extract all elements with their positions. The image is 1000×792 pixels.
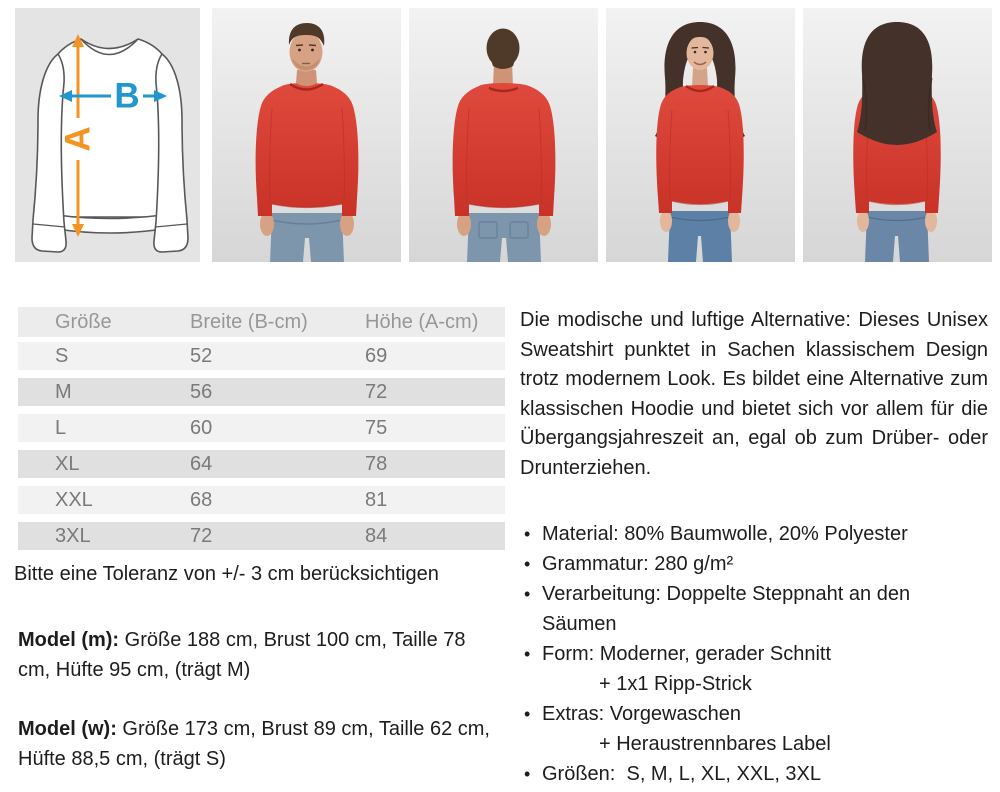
width-cell: 68 (190, 488, 213, 511)
size-diagram (15, 8, 200, 262)
col-header-width: Breite (B-cm) (190, 310, 308, 333)
photo-female-front (606, 8, 795, 262)
table-row (18, 378, 505, 406)
photo-female-back (803, 8, 992, 262)
size-cell: S (55, 344, 69, 367)
model-female-measurements (18, 714, 498, 774)
table-row (18, 342, 505, 370)
width-cell: 64 (190, 452, 213, 475)
size-cell: 3XL (55, 524, 91, 547)
photo-male-back (409, 8, 598, 262)
width-cell: 60 (190, 416, 213, 439)
model-male-measurements (18, 625, 498, 685)
size-cell: XL (55, 452, 80, 475)
size-info-column (14, 307, 505, 792)
size-table (18, 307, 505, 550)
feature-extras (524, 699, 988, 759)
diagram-label-b: B (114, 76, 140, 116)
bullet-dot: • (524, 764, 531, 784)
size-cell: XXL (55, 488, 93, 511)
table-row (18, 486, 505, 514)
height-cell: 72 (365, 380, 388, 403)
product-description: Die modische und luftige Alternative: Dieses Unisex Sweatshirt punktet in Sachen klassischem Design trotz modernem Look. Es bildet eine Alternative zum klassischen Hoodie und bietet sich vor allem für die Übergangsjahreszeit an, egal ob zum Drüber- oder Drunterziehen. (520, 309, 988, 479)
feature-text: Form: Moderner, gerader Schnitt (542, 643, 832, 665)
feature-form (524, 639, 988, 699)
model-female-text: Größe 173 cm, Brust 89 cm, Taille 62 cm, Hüfte 88,5 cm, (trägt S) (18, 718, 490, 770)
height-cell: 81 (365, 488, 388, 511)
feature-text: Größen: S, M, L, XL, XXL, 3XL (542, 763, 822, 785)
model-female-label: Model (w): (18, 718, 117, 740)
size-cell: M (55, 380, 72, 403)
feature-material (524, 519, 988, 549)
width-cell: 56 (190, 380, 213, 403)
feature-subtext: + Heraustrennbares Label (599, 733, 831, 755)
bullet-dot: • (524, 554, 531, 574)
col-header-height: Höhe (A-cm) (365, 310, 479, 333)
female-back-figure (853, 22, 940, 262)
female-back-illustration (803, 8, 992, 262)
feature-list (520, 519, 988, 789)
product-gallery (15, 8, 992, 262)
male-back-illustration (409, 8, 598, 262)
bullet-dot: • (524, 704, 531, 724)
feature-subtext: + 1x1 Ripp-Strick (599, 673, 752, 695)
size-table-header-row (18, 307, 505, 337)
width-cell: 52 (190, 344, 213, 367)
bullet-dot: • (524, 644, 531, 664)
feature-groessen (524, 759, 988, 789)
model-male-text: Größe 188 cm, Brust 100 cm, Taille 78 cm, Hüfte 95 cm, (trägt M) (18, 629, 466, 681)
width-cell: 72 (190, 524, 213, 547)
model-male-label: Model (m): (18, 629, 120, 651)
feature-grammatur (524, 549, 988, 579)
col-header-size: Größe (55, 310, 112, 333)
table-row (18, 522, 505, 550)
male-front-illustration (212, 8, 401, 262)
feature-text: Material: 80% Baumwolle, 20% Polyester (542, 523, 908, 545)
diagram-label-a: A (58, 126, 98, 152)
height-cell: 84 (365, 524, 388, 547)
sweatshirt-outline-icon (32, 39, 188, 252)
female-front-illustration (606, 8, 795, 262)
height-cell: 69 (365, 344, 388, 367)
size-cell: L (55, 416, 67, 439)
height-cell: 75 (365, 416, 388, 439)
feature-text: Grammatur: 280 g/m² (542, 553, 734, 575)
feature-text: Extras: Vorgewaschen (542, 703, 741, 725)
height-cell: 78 (365, 452, 388, 475)
tolerance-note: Bitte eine Toleranz von +/- 3 cm berücksichtigen (14, 563, 439, 585)
table-row (18, 450, 505, 478)
table-row (18, 414, 505, 442)
bullet-dot: • (524, 524, 531, 544)
feature-verarbeitung (524, 579, 988, 639)
female-front-figure (655, 22, 745, 262)
description-column (520, 306, 988, 789)
photo-male-front (212, 8, 401, 262)
size-diagram-image (15, 8, 200, 262)
bullet-dot: • (524, 584, 531, 604)
feature-text: Verarbeitung: Doppelte Steppnaht an den Säumen (542, 583, 916, 635)
